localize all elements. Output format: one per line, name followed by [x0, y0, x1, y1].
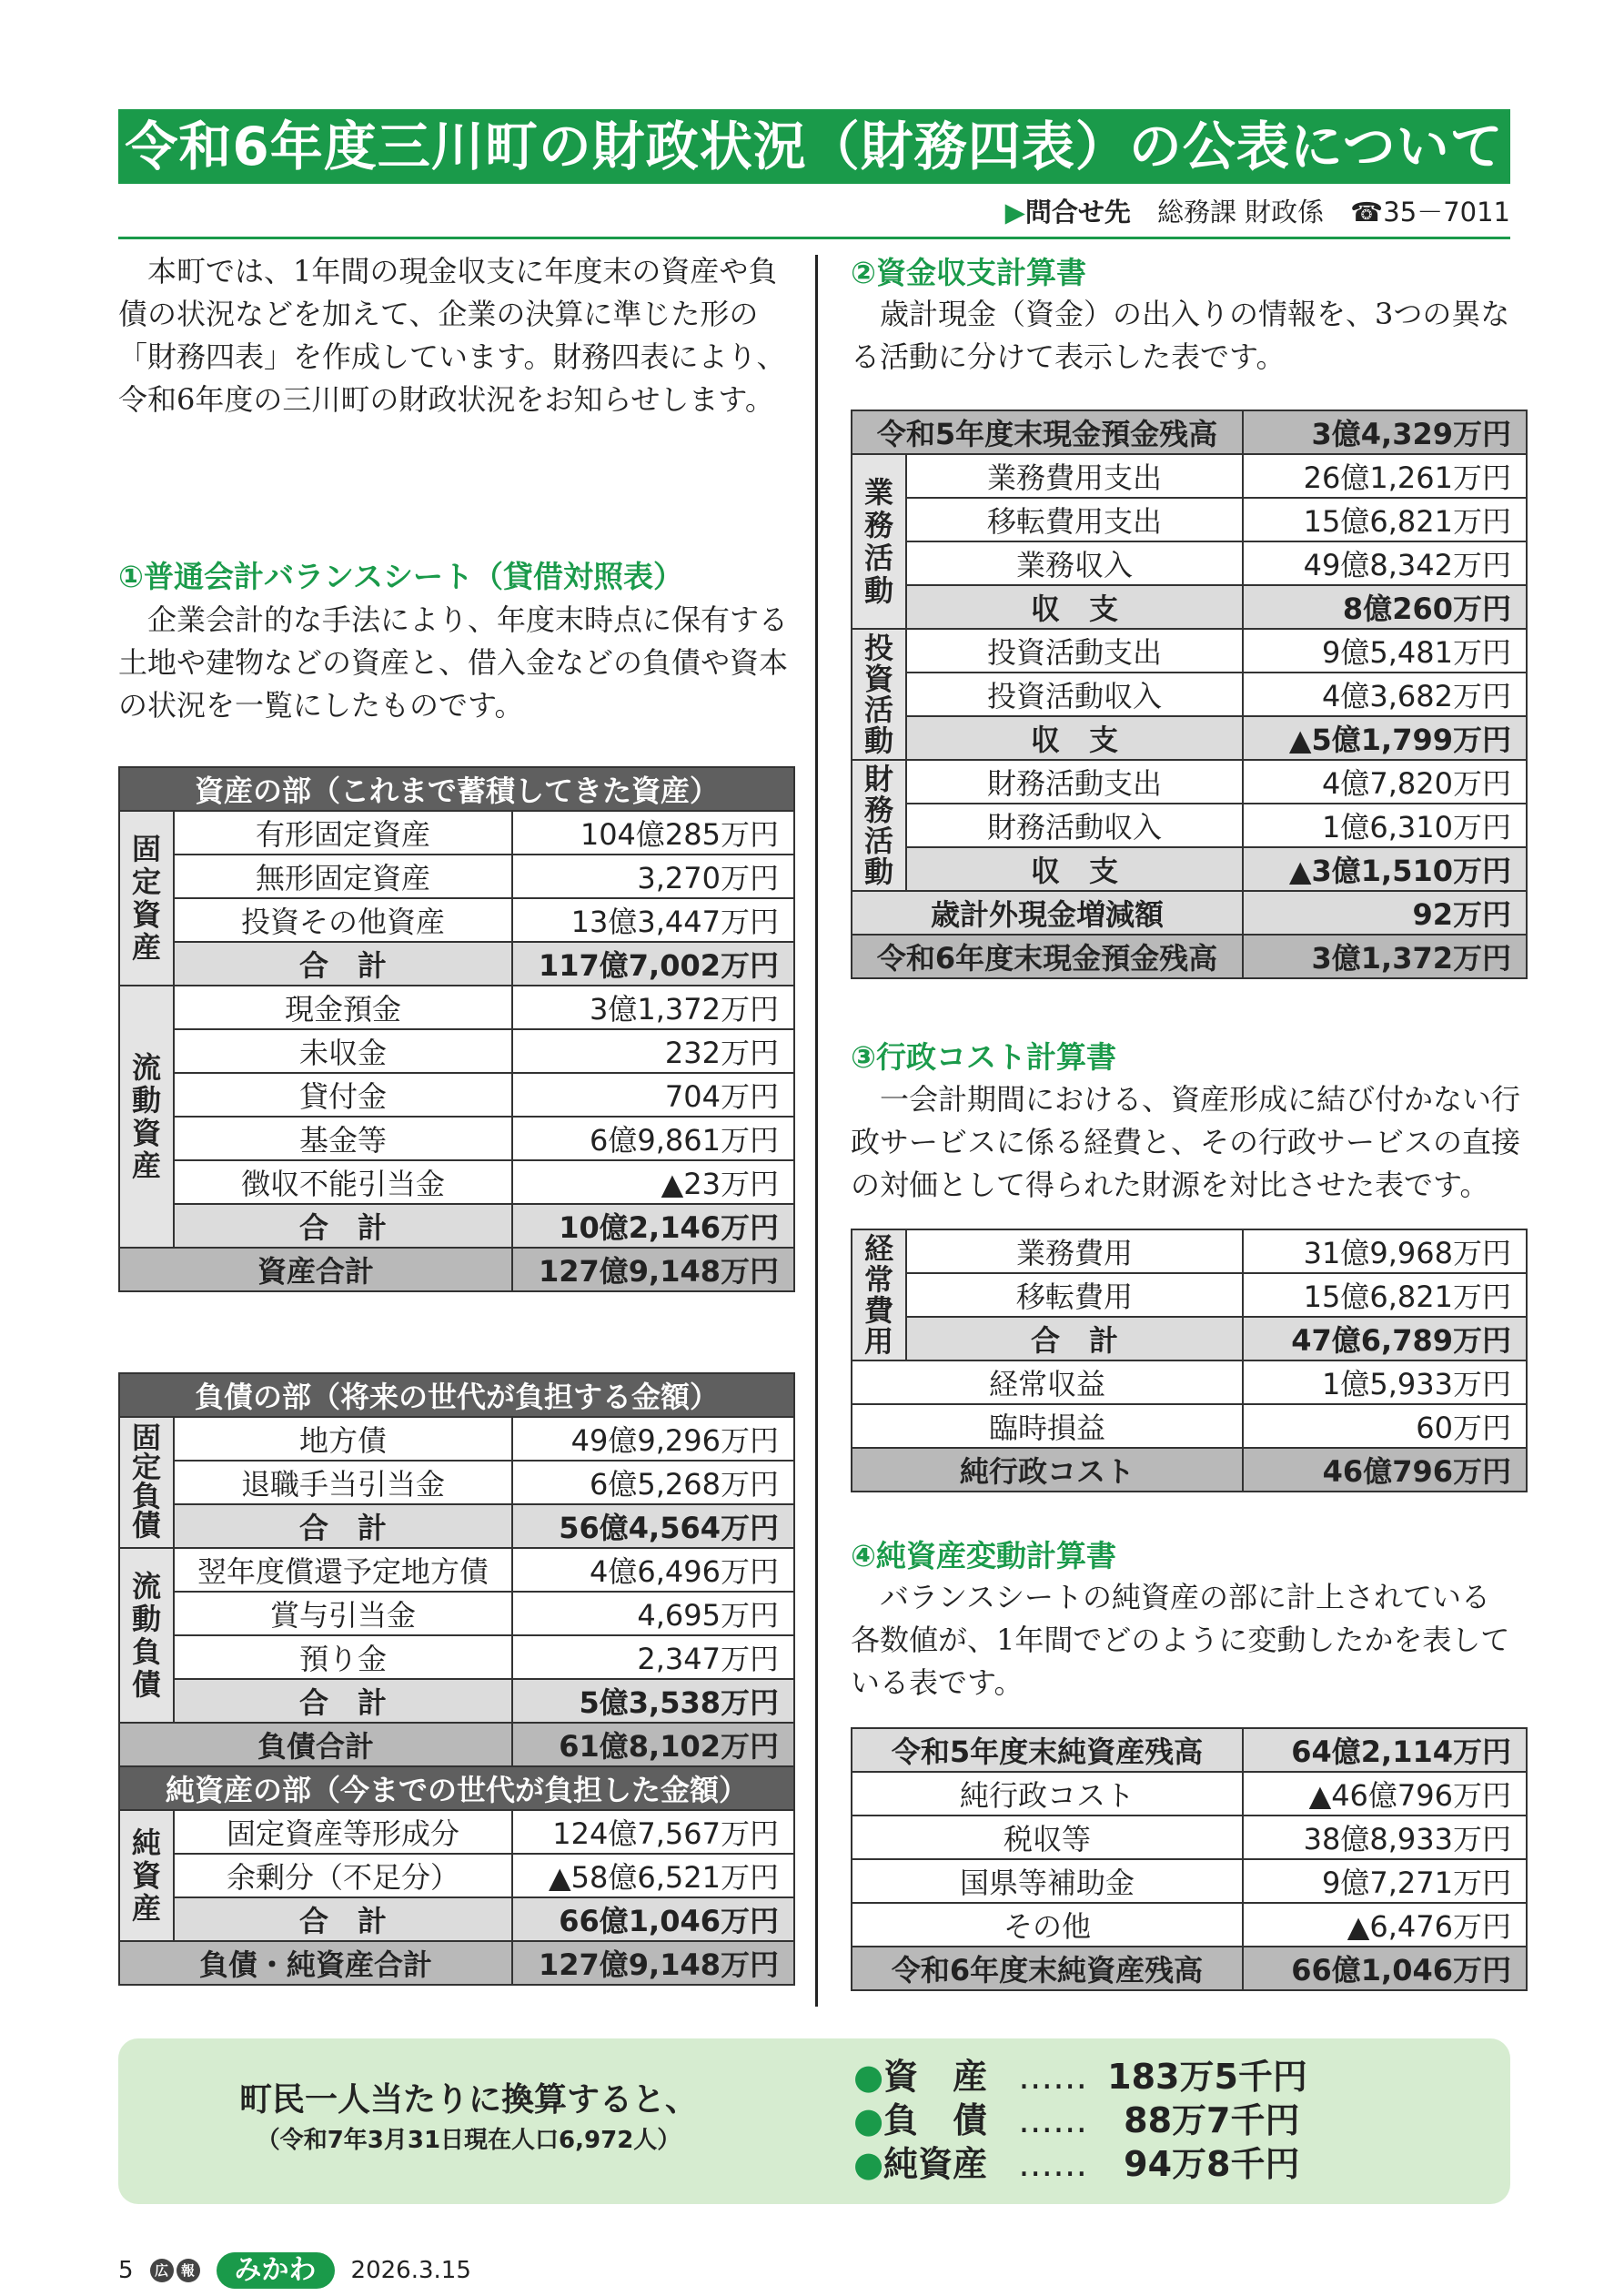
- investment-activity-label-text: 投資活動: [863, 630, 893, 758]
- column-divider: [815, 255, 818, 2007]
- table-row-value: 38億8,933万円: [1243, 1816, 1527, 1859]
- table-row-label: 投資活動支出: [906, 629, 1243, 673]
- subtotal-value: 56億4,564万円: [512, 1504, 794, 1548]
- table-row-value: 2,347万円: [512, 1635, 794, 1679]
- section2-heading: ②資金収支計算書: [851, 255, 1086, 290]
- subtotal-label: 合 計: [174, 1897, 512, 1941]
- per-capita-list: [853, 2055, 1307, 2186]
- cashflow-table: [851, 410, 1528, 979]
- total-value: 61億8,102万円: [512, 1723, 794, 1766]
- subtotal-value: 47億6,789万円: [1243, 1317, 1527, 1360]
- other-cash-label: 歳計外現金増減額: [852, 891, 1243, 935]
- table-row-label: 経常収益: [852, 1360, 1243, 1404]
- table-row-value: 704万円: [512, 1073, 794, 1117]
- table-row-value: ▲46億796万円: [1243, 1772, 1527, 1816]
- intro-text: 本町では、1年間の現金収支に年度末の資産や負債の状況などを加えて、企業の決算に準じた形の「財務四表」を作成しています。財務四表により、令和6年度の三川町の財政状況をお知らせします。: [118, 254, 786, 417]
- table-row-value: ▲23万円: [512, 1160, 794, 1204]
- current-liabilities-label: [119, 1548, 174, 1723]
- net-assets-change-table: [851, 1727, 1528, 1991]
- table-row-value: 60万円: [1243, 1404, 1527, 1448]
- net-label: 収 支: [906, 716, 1243, 760]
- financing-activity-label: [852, 760, 906, 891]
- total-value: 127億9,148万円: [512, 1248, 794, 1291]
- opening-net-assets-label: 令和5年度末純資産残高: [852, 1728, 1243, 1772]
- kouhou-logo: [150, 2259, 200, 2282]
- footer: [118, 2252, 471, 2289]
- table-row-label: 貸付金: [174, 1073, 512, 1117]
- list-item: [853, 2142, 1307, 2186]
- table-row-label: 地方債: [174, 1417, 512, 1461]
- bullet-icon: ●: [853, 2057, 884, 2097]
- table-row-label: 固定資産等形成分: [174, 1810, 512, 1854]
- net-value: ▲5億1,799万円: [1243, 716, 1527, 760]
- table-row-label: 臨時損益: [852, 1404, 1243, 1448]
- subtotal-label: 合 計: [174, 942, 512, 986]
- table-row-label: 純行政コスト: [852, 1772, 1243, 1816]
- table-row-value: 1億6,310万円: [1243, 804, 1527, 847]
- table-row-label: 基金等: [174, 1117, 512, 1160]
- list-item: [853, 2055, 1307, 2099]
- table-row-label: 国県等補助金: [852, 1859, 1243, 1903]
- net-label: 収 支: [906, 847, 1243, 891]
- table-row-label: 預り金: [174, 1635, 512, 1679]
- table-row-value: ▲58億6,521万円: [512, 1854, 794, 1897]
- subtotal-value: 10億2,146万円: [512, 1204, 794, 1248]
- fixed-liabilities-label: [119, 1417, 174, 1548]
- table-row-value: 232万円: [512, 1029, 794, 1073]
- business-activity-label: [852, 454, 906, 629]
- liabilities-header: 負債の部（将来の世代が負担する金額）: [119, 1373, 794, 1417]
- subtotal-value: 5億3,538万円: [512, 1679, 794, 1723]
- leader-dots: ……: [1018, 2100, 1088, 2140]
- table-row-label: 未収金: [174, 1029, 512, 1073]
- net-assets-header: 純資産の部（今までの世代が負担した金額）: [119, 1766, 794, 1810]
- fixed-assets-label-text: 固定資産: [131, 832, 161, 965]
- net-value: ▲3億1,510万円: [1243, 847, 1527, 891]
- current-assets-label-text: 流動資産: [131, 1050, 161, 1183]
- item-value: 94万8千円: [1124, 2144, 1300, 2184]
- table-row-value: 9億5,481万円: [1243, 629, 1527, 673]
- section1-heading: ①普通会計バランスシート（貸借対照表）: [118, 559, 683, 594]
- net-assets-label: [119, 1810, 174, 1941]
- table-row-label: 余剰分（不足分）: [174, 1854, 512, 1897]
- item-label: 負 債: [883, 2100, 988, 2140]
- contact-dept: 総務課 財政係: [1156, 197, 1325, 228]
- contact-label: 問合せ先: [1024, 197, 1131, 228]
- list-item: [853, 2099, 1307, 2142]
- subtotal-label: 合 計: [174, 1679, 512, 1723]
- section3-text: 一会計期間における、資産形成に結び付かない行政サービスに係る経費と、その行政サービスの直接の対価として得られた財源を対比させた表です。: [851, 1082, 1521, 1202]
- opening-net-assets-value: 64億2,114万円: [1243, 1728, 1527, 1772]
- table-row-value: 4,695万円: [512, 1592, 794, 1635]
- total-value: 127億9,148万円: [512, 1941, 794, 1985]
- table-row-label: 財務活動支出: [906, 760, 1243, 804]
- cost-table: [851, 1229, 1528, 1492]
- table-row-value: 26億1,261万円: [1243, 454, 1527, 498]
- section4-text: バランスシートの純資産の部に計上されている各数値が、1年間でどのように変動したかを表している表です。: [851, 1580, 1510, 1700]
- header-rule: [118, 237, 1510, 239]
- table-row-value: 4億6,496万円: [512, 1548, 794, 1592]
- table-row-value: 9億7,271万円: [1243, 1859, 1527, 1903]
- section1-text: 企業会計的な手法により、年度末時点に保有する土地や建物などの資産と、借入金などの負債や資本の状況を一覧にしたものです。: [118, 602, 789, 723]
- current-assets-label: [119, 986, 174, 1248]
- total-label: 負債合計: [119, 1723, 512, 1766]
- table-row-value: 3億1,372万円: [512, 986, 794, 1029]
- section4-heading: ④純資産変動計算書: [851, 1538, 1116, 1573]
- net-label: 収 支: [906, 585, 1243, 629]
- subtotal-value: 66億1,046万円: [512, 1897, 794, 1941]
- table-row-value: 4億3,682万円: [1243, 673, 1527, 716]
- contact-info: [946, 194, 1510, 230]
- table-row-value: 4億7,820万円: [1243, 760, 1527, 804]
- table-row-label: 有形固定資産: [174, 811, 512, 855]
- page-number: 5: [118, 2257, 134, 2284]
- financing-activity-label-text: 財務活動: [863, 761, 893, 889]
- section3-heading: ③行政コスト計算書: [851, 1039, 1116, 1075]
- table-row-value: 31億9,968万円: [1243, 1229, 1527, 1273]
- subtotal-label: 合 計: [906, 1317, 1243, 1360]
- table-row-label: 移転費用: [906, 1273, 1243, 1317]
- net-cost-value: 46億796万円: [1243, 1448, 1527, 1492]
- table-row-label: 徴収不能引当金: [174, 1160, 512, 1204]
- page-title: 令和6年度三川町の財政状況（財務四表）の公表について: [118, 109, 1510, 184]
- item-label: 純資産: [883, 2144, 988, 2184]
- assets-table: [118, 766, 795, 1292]
- kouhou-char: 報: [177, 2259, 200, 2282]
- brand-logo: みかわ: [217, 2252, 335, 2289]
- table-row-value: 1億5,933万円: [1243, 1360, 1527, 1404]
- table-row-label: 税収等: [852, 1816, 1243, 1859]
- table-row-value: 3,270万円: [512, 855, 794, 898]
- fixed-liabilities-label-text: 固定負債: [131, 1421, 161, 1542]
- leader-dots: ……: [1018, 2144, 1088, 2184]
- table-row-label: 退職手当引当金: [174, 1461, 512, 1504]
- subtotal-label: 合 計: [174, 1204, 512, 1248]
- ordinary-cost-label-text: 経常費用: [863, 1230, 893, 1359]
- table-row-label: 無形固定資産: [174, 855, 512, 898]
- liabilities-table: [118, 1372, 795, 1986]
- total-label: 負債・純資産合計: [119, 1941, 512, 1985]
- closing-net-assets-value: 66億1,046万円: [1243, 1947, 1527, 1990]
- bullet-icon: ●: [853, 2144, 884, 2184]
- table-row-label: 業務費用支出: [906, 454, 1243, 498]
- subtotal-value: 117億7,002万円: [512, 942, 794, 986]
- net-value: 8億260万円: [1243, 585, 1527, 629]
- other-cash-value: 92万円: [1243, 891, 1527, 935]
- ordinary-cost-label: [852, 1229, 906, 1360]
- table-row-value: 6億5,268万円: [512, 1461, 794, 1504]
- table-row-label: 財務活動収入: [906, 804, 1243, 847]
- table-row-value: 6億9,861万円: [512, 1117, 794, 1160]
- closing-balance-value: 3億1,372万円: [1243, 935, 1527, 978]
- table-row-value: 124億7,567万円: [512, 1810, 794, 1854]
- table-row-label: 賞与引当金: [174, 1592, 512, 1635]
- table-row-label: 移転費用支出: [906, 498, 1243, 541]
- opening-balance-label: 令和5年度末現金預金残高: [852, 410, 1243, 454]
- item-label: 資 産: [883, 2057, 988, 2097]
- table-row-value: 15億6,821万円: [1243, 1273, 1527, 1317]
- table-row-label: 投資その他資産: [174, 898, 512, 942]
- fixed-assets-label: [119, 811, 174, 986]
- closing-balance-label: 令和6年度末現金預金残高: [852, 935, 1243, 978]
- table-row-label: 翌年度償還予定地方債: [174, 1548, 512, 1592]
- triangle-icon: ▶: [1004, 197, 1025, 228]
- item-value: 88万7千円: [1124, 2100, 1300, 2140]
- table-row-value: 13億3,447万円: [512, 898, 794, 942]
- subtotal-label: 合 計: [174, 1504, 512, 1548]
- closing-net-assets-label: 令和6年度末純資産残高: [852, 1947, 1243, 1990]
- assets-header: 資産の部（これまで蓄積してきた資産）: [119, 767, 794, 811]
- table-row-label: 投資活動収入: [906, 673, 1243, 716]
- table-row-value: 104億285万円: [512, 811, 794, 855]
- opening-balance-value: 3億4,329万円: [1243, 410, 1527, 454]
- table-row-label: 業務収入: [906, 541, 1243, 585]
- item-value: 183万5千円: [1107, 2057, 1307, 2097]
- per-capita-note: （令和7年3月31日現在人口6,972人）: [256, 2127, 681, 2154]
- table-row-value: 49億8,342万円: [1243, 541, 1527, 585]
- section2-text: 歳計現金（資金）の出入りの情報を、3つの異なる活動に分けて表示した表です。: [851, 297, 1510, 374]
- investment-activity-label: [852, 629, 906, 760]
- bullet-icon: ●: [853, 2100, 884, 2140]
- table-row-value: 15億6,821万円: [1243, 498, 1527, 541]
- net-cost-label: 純行政コスト: [852, 1448, 1243, 1492]
- table-row-label: その他: [852, 1903, 1243, 1947]
- kouhou-char: 広: [150, 2259, 174, 2282]
- total-label: 資産合計: [119, 1248, 512, 1291]
- per-capita-title: 町民一人当たりに換算すると、: [238, 2081, 698, 2119]
- table-row-label: 現金預金: [174, 986, 512, 1029]
- table-row-value: 49億9,296万円: [512, 1417, 794, 1461]
- table-row-label: 業務費用: [906, 1229, 1243, 1273]
- net-assets-label-text: 純資産: [131, 1826, 161, 1926]
- per-capita-box: [118, 2038, 1510, 2204]
- issue-date: 2026.3.15: [350, 2257, 471, 2284]
- table-row-value: ▲6,476万円: [1243, 1903, 1527, 1947]
- leader-dots: ……: [1018, 2057, 1088, 2097]
- business-activity-label-text: 業務活動: [863, 475, 893, 608]
- current-liabilities-label-text: 流動負債: [131, 1569, 161, 1702]
- contact-phone: ☎35－7011: [1350, 197, 1510, 228]
